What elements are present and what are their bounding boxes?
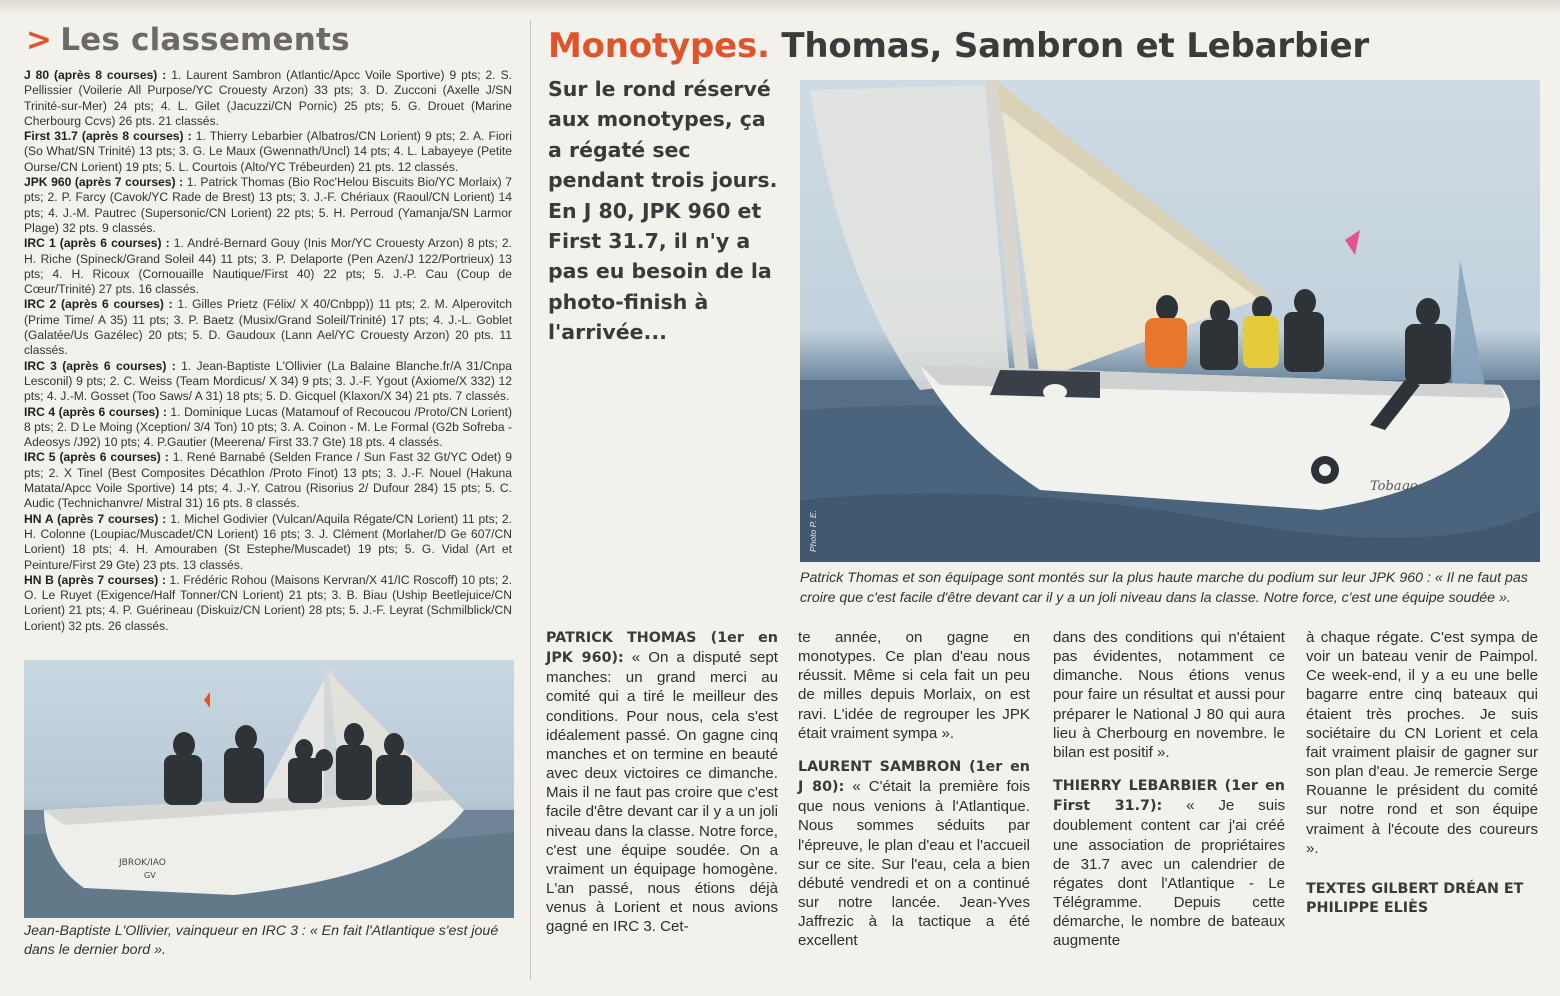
result-entry-irc3 (24, 359, 512, 405)
result-text: 1. Dominique Lucas (Matamouf of Recoucou /Proto/CN Lorient) 8 pts; 2. D Le Moing (Xception/ 3/4 Ton) 10 pts; 3. A. Coinon - M. Le Formal (G2b Sofreba - Adeosys /J92) 10 pts; 4. P.Gautier (Meerena/ First 33.7 Gte) 18 pts. 4 classés. (24, 404, 512, 450)
result-text: 1. André-Bernard Gouy (Inis Mor/YC Crouesty Arzon) 8 pts; 2. H. Riche (Spineck/Grand Soleil 44) 11 pts; 3. P. Delaporte (Pen Azen/J 122/Portrieux) 13 pts; 4. H. Ricoux (Cornouaille Nautique/First 40) 22 pts; 5. J.-P. Cau (Coup de Cœur/Trinité) 27 pts. 16 classés. (24, 236, 512, 297)
irc3-hull-text: JBROK/IAO (119, 858, 166, 868)
main-boat-photo (800, 80, 1540, 562)
irc3-photo-caption: Jean-Baptiste L'Ollivier, vainqueur en IRC 3 : « En fait l'Atlantique s'est joué dans le dernier bord ». (24, 923, 499, 958)
quote-paragraph (546, 628, 778, 937)
speaker-name: PATRICK THOMAS (1er en JPK 960): (546, 630, 778, 667)
result-text: 1. Jean-Baptiste L'Ollivier (La Balaine Blanche.fr/A 31/Cnpa Lesconil) 9 pts; 2. C. Weiss (Team Mordicus/ X 34) 9 pts; 3. J.-F. Ygout (Axiome/X 332) 12 pts; 4. J.-M. Gosset (Too Saws/ A 31) 18 pts; 5. D. Gicquel (Klaxon/X 34) 21 pts. 7 classés. (24, 358, 512, 404)
result-label: IRC 4 (après 6 courses) : (24, 404, 167, 419)
paper-top-edge (0, 0, 1560, 16)
irc3-sailboat-illustration (24, 660, 514, 918)
speaker-name: LAURENT SAMBRON (1er en J 80): (798, 758, 1030, 796)
result-text: 1. Thierry Lebarbier (Albatros/CN Lorient) 9 pts; 2. A. Fiori (So What/SN Trinité) 13 pts; 3. G. Le Maux (Gwennath/Uncl) 14 pts; 4. L. Labayeye (Petite Ourse/CN Lorient) 19 pts; 5. L. Courtois (Alto/YC Trébeurden) 21 pts. 12 classés. (24, 129, 512, 174)
quote-text: à chaque régate. C'est sympa de voir un bateau venir de Paimpol. Ce week-end, il y a eu une belle bagarre entre cinq bateaux qui étaient très proches. Je suis sociétaire du CN Lorient et cela fait vraiment plaisir de gagner sur son plan d'eau. Je remercie Serge Rouanne le président du comité sur notre rond et son équipe vraiment à l'écoute des coureurs ». (1306, 629, 1538, 857)
result-label: IRC 2 (après 6 courses) : (24, 297, 173, 312)
classements-title: Les classements (60, 22, 350, 58)
result-text: 1. Michel Godivier (Vulcan/Aquila Régate/CN Lorient) 11 pts; 2. H. Colonne (Loupiac/Muscadet/CN Lorient) 16 pts; 3. J. Clément (Morlaher/D Ge 607/CN Lorient) 18 pts; 4. H. Amouraben (St Estephe/Muscadet) 19 pts; 5. G. Vidal (Art et Peinture/First 29 Gte) 23 pts. 13 classés. (24, 511, 512, 572)
result-entry-irc2 (24, 297, 512, 358)
speaker-name: THIERRY LEBARBIER (1er en First 31.7): (1053, 778, 1285, 815)
result-label: IRC 1 (après 6 courses) : (24, 236, 170, 251)
title-main: Thomas, Sambron et Lebarbier (781, 26, 1369, 66)
result-label: HN A (après 7 courses) : (24, 511, 167, 526)
result-label: JPK 960 (après 7 courses) : (24, 175, 184, 190)
result-text: 1. Patrick Thomas (Bio Roc'Helou Biscuits Bio/YC Morlaix) 7 pts; 2. P. Farcy (Cavok/YC Rade de Brest) 13 pts; 3. J.-F. Chériaux (Raoul/CN Lorient) 14 pts; 4. J.-M. Pautrec (Supersonic/CN Lorient) 22 pts; 5. H. Perroud (Yamanja/SN Larmor Plage) 32 pts. 9 classés. (24, 175, 512, 235)
quote-paragraph (1053, 628, 1285, 762)
result-label: IRC 3 (après 6 courses) : (24, 358, 176, 373)
result-text: 1. René Barnabé (Selden France / Sun Fast 32 Gt/YC Odet) 9 pts; 2. X Tinel (Best Composites Décathlon /Proto Finot) 13 pts; 3. J.-F. Nouel (Hakuna Matata/Apcc Voile Sportive) 14 pts; 4. J.-Y. Catrou (Risorius 2/ Dufour 284) 15 pts; 5. C. Audic (Technichanvre/ Mistral 31) 16 pts. 8 classés. (24, 450, 512, 511)
byline: TEXTES GILBERT DRÉAN ET PHILIPPE ELIÈS (1306, 880, 1524, 916)
quote-text: « Je suis doublement content car j'ai créé une association de propriétaires de 31.7 avec un calendrier de régates dont l'Atlantique - Le Télégramme. Depuis cette démarche, le nombre de bateaux augmente (1053, 797, 1285, 950)
result-entry-jpk960 (24, 175, 512, 236)
quote-paragraph (1306, 628, 1538, 858)
result-entry-irc1 (24, 236, 512, 297)
quote-text: « C'était la première fois que nous venions à l'Atlantique. Nous sommes séduits par l'épreuve, le plan d'eau et l'accueil sur ce site. Sur l'eau, cela a bien débuté vendredi et on a continué sur notre lancée. Jean-Yves Jaffrezic à la tactique a été excellent (798, 778, 1030, 950)
column-divider (530, 20, 531, 980)
boat-name: Tobago (1370, 479, 1418, 494)
result-label: HN B (après 7 courses) : (24, 572, 166, 587)
quote-text: te année, on gagne en monotypes. Ce plan d'eau nous réussit. Même si cela fait un peu de milles depuis Morlaix, on est ravi. L'idée de regrouper les JPK était vraiment sympa ». (798, 629, 1030, 742)
article-column-3 (1053, 628, 1285, 951)
article-column-4 (1306, 628, 1538, 918)
jpk960-sailboat-illustration (800, 80, 1540, 562)
result-label: IRC 5 (après 6 courses) : (24, 450, 169, 465)
main-photo-caption: Patrick Thomas et son équipage sont montés sur la plus haute marche du podium sur leur JPK 960 : « Il ne faut pas croire que c'est facile d'être devant car il y a un joli niveau dans la classe. Notre force, c'est une équipe soudée ». (800, 570, 1528, 606)
result-text: 1. Frédéric Rohou (Maisons Kervran/X 41/IC Roscoff) 10 pts; 2. O. Le Ruyet (Exigence/Half Tonner/CN Lorient) 21 pts; 3. B. Biau (Uship Beetlejuice/CN Lorient) 21 pts; 4. P. Guérineau (Diskuiz/CN Lorient) 28 pts; 5. J.-F. Leyrat (Schmilblick/CN Lorient) 32 pts. 26 classés. (24, 572, 512, 633)
irc3-sail-number: GV (144, 871, 156, 880)
result-text: 1. Laurent Sambron (Atlantic/Apcc Voile Sportive) 9 pts; 2. S. Pellissier (Voilerie All Purpose/YC Crouesty Arzon) 33 pts; 3. D. Zucconi (Axelle J/SN Trinité-sur-Mer) 24 pts; 4. L. Gilet (Jacuzzi/CN Pornic) 25 pts; 5. G. Drouet (Marine Cherbourg Ccvs) 26 pts. 21 classés. (24, 68, 512, 128)
result-label: J 80 (après 8 courses) : (24, 68, 167, 82)
result-text: 1. Gilles Prietz (Félix/ X 40/Cnbpp)) 11 pts; 2. M. Alperovitch (Prime Time/ A 35) 11 pts; 3. P. Baetz (Musix/Grand Soleil/Trinité) 17 pts; 4. J.-L. Goblet (Galatée/Us Gazélec) 20 pts; 5. D. Gaudoux (Lann Ael/YC Crouesty Arzon) 20 pts. 11 classés. (24, 297, 512, 358)
result-entry-hna (24, 512, 512, 573)
irc3-boat-photo (24, 660, 514, 918)
article-column-1 (546, 628, 778, 937)
paragraph-gap (1053, 762, 1285, 776)
quote-paragraph (1053, 776, 1285, 950)
article-title (548, 26, 1369, 70)
chevron-icon: > (26, 22, 53, 58)
quote-paragraph (798, 628, 1030, 743)
quote-text: dans des conditions qui n'étaient pas évidentes, notamment ce dimanche. Nous étions venus pour faire un résultat et aussi pour préparer le National J 80 qui aura lieu à Cherbourg en novembre. le bilan est positif ». (1053, 629, 1285, 761)
article-column-2 (798, 628, 1030, 951)
result-entry-irc5 (24, 450, 512, 511)
photo-credit: Photo P. E. (808, 510, 818, 552)
quote-paragraph (798, 757, 1030, 951)
results-list (24, 68, 512, 634)
result-entry-irc4 (24, 405, 512, 451)
title-kicker: Monotypes. (548, 26, 770, 66)
result-entry-hnb (24, 573, 512, 634)
result-label: First 31.7 (après 8 courses) : (24, 129, 192, 144)
classements-heading (26, 22, 350, 62)
article-lead: Sur le rond réservé aux monotypes, ça a régaté sec pendant trois jours. En J 80, JPK 960 et First 31.7, il n'y a pas eu besoin de la photo-finish à l'arrivée... (548, 77, 778, 345)
quote-text: « On a disputé sept manches: un grand merci au comité qui a tiré le meilleur des conditions. Pour nous, cela s'est idéalement passé. On gagne cinq manches et on termine en beauté avec deux victoires ce dimanche. Mais il ne faut pas croire que c'est facile d'être devant car il y a un joli niveau dans la classe. Notre force, c'est une équipe soudée. On a vraiment un équipage homogène. L'an passé, nous étions déjà venus à Lorient et nous avions gagné en IRC 3. Cet- (546, 649, 779, 936)
paragraph-gap (798, 743, 1030, 757)
result-entry-first317 (24, 129, 512, 175)
result-entry-j80 (24, 68, 512, 129)
